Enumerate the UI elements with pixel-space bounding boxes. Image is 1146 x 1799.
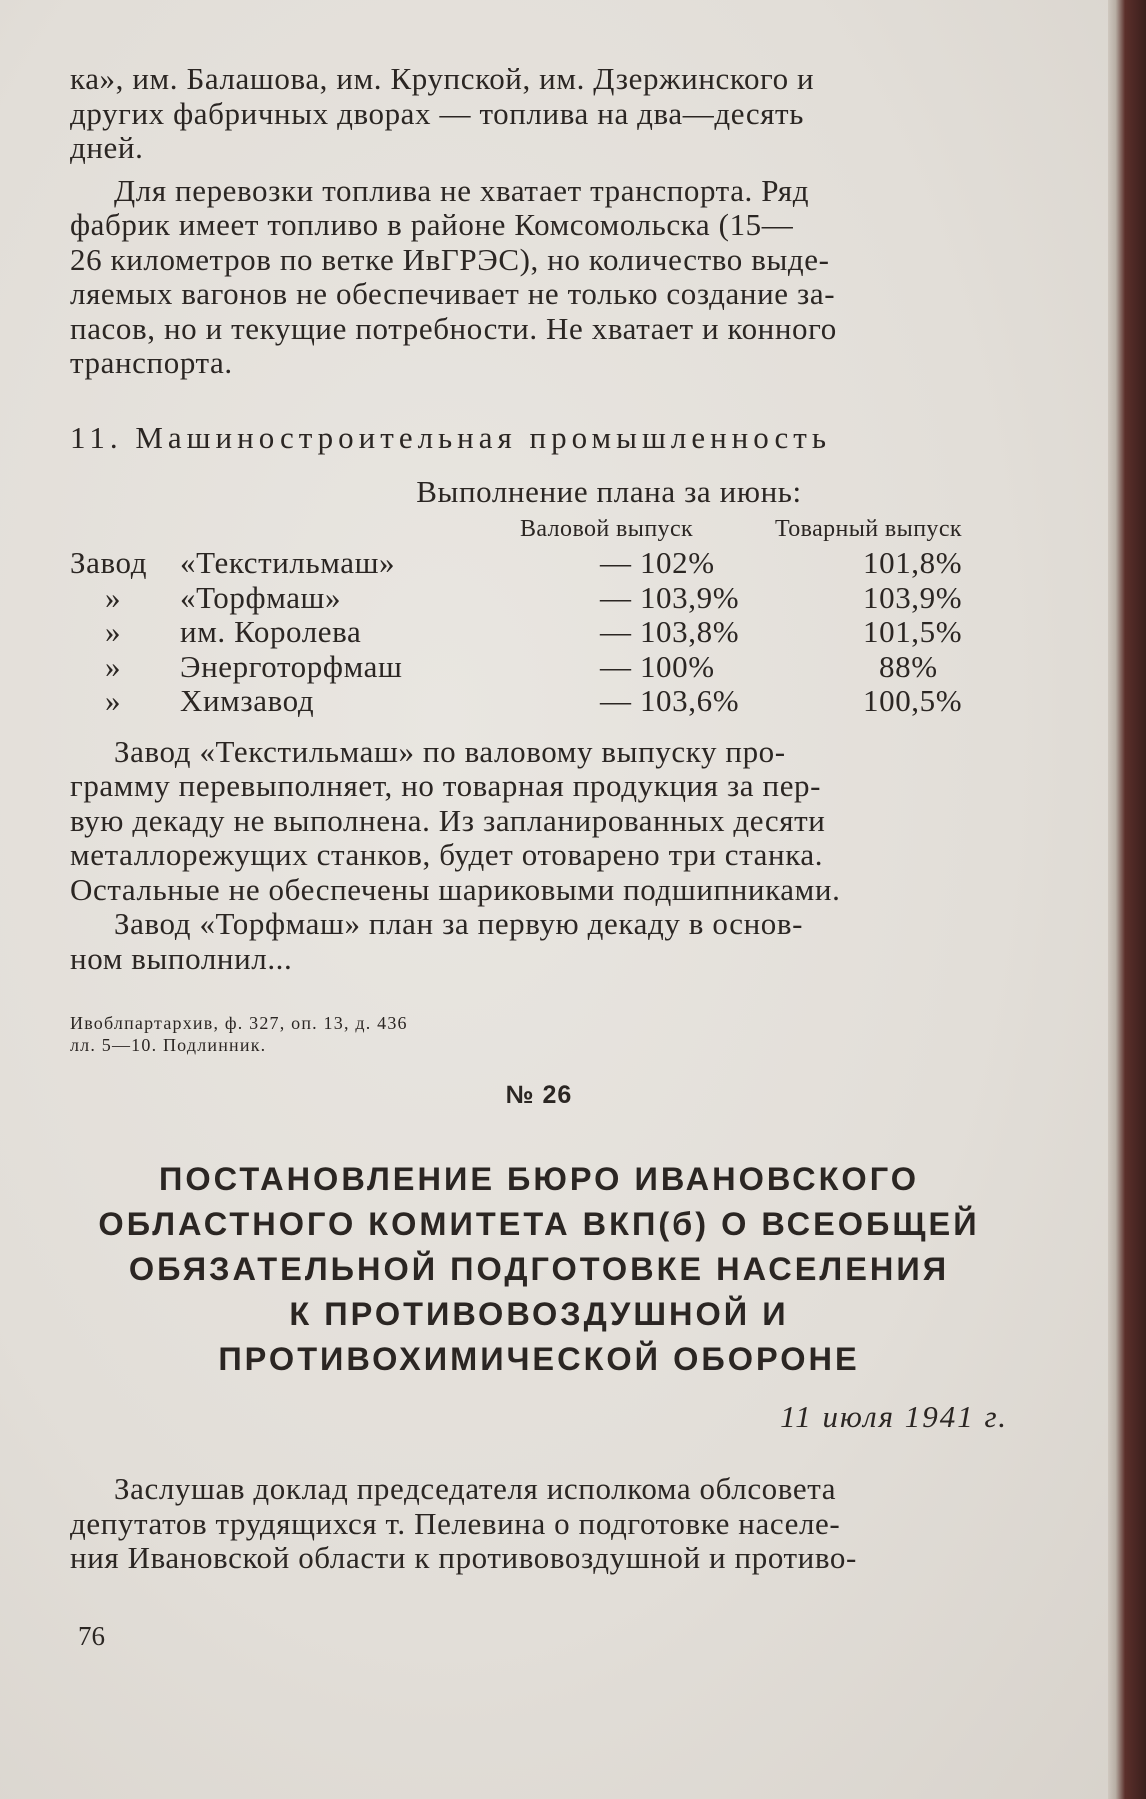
- text-line: Завод «Торфмаш» план за первую декаду в основ-: [114, 906, 804, 941]
- table-row: [70, 684, 1008, 719]
- text-line: Заслушав доклад председателя исполкома облсовета: [114, 1471, 837, 1506]
- intro-paragraph: [70, 62, 1008, 166]
- row-mark: »: [105, 683, 122, 718]
- text-line: Для перевозки топлива не хватает транспорта. Ряд: [114, 172, 810, 208]
- section-title: 11. Машиностроительная промышленность: [70, 419, 831, 455]
- archive-line: Ивоблпартархив, ф. 327, оп. 13, д. 436: [70, 1013, 408, 1033]
- row-mark: »: [105, 648, 122, 684]
- title-line: ОБЯЗАТЕЛЬНОЙ ПОДГОТОВКЕ НАСЕЛЕНИЯ: [128, 1250, 950, 1287]
- table-row: [70, 615, 1008, 650]
- gross-value: — 100%: [600, 648, 715, 684]
- text-line: ния Ивановской области к противовоздушной и противо-: [70, 1540, 857, 1575]
- col-header-commodity: Товарный выпуск: [775, 515, 962, 542]
- text-line: Завод «Текстильмаш» по валовому выпуску про-: [114, 733, 786, 769]
- text-line: Остальные не обеспечены шариковыми подшипниками.: [70, 871, 841, 907]
- text-line: дней.: [70, 130, 144, 165]
- page-number: 76: [78, 1621, 105, 1651]
- text-line: пасов, но и текущие потребности. Не хватает и конного: [70, 310, 837, 346]
- table-row: [70, 650, 1008, 685]
- commodity-value: 101,8%: [863, 545, 963, 580]
- commodity-value: 88%: [879, 648, 938, 684]
- text-line: ном выполнил...: [70, 940, 293, 976]
- col-header-gross: Валовой выпуск: [520, 515, 694, 542]
- archive-line: лл. 5—10. Подлинник.: [70, 1035, 267, 1055]
- gross-value: — 103,6%: [600, 683, 740, 718]
- row-mark: »: [105, 614, 122, 649]
- text-line: депутатов трудящихся т. Пелевина о подготовке населе-: [70, 1505, 841, 1541]
- text-line: других фабричных дворах — топлива на два—десять: [70, 95, 804, 131]
- commodity-value: 101,5%: [863, 614, 963, 649]
- text-line: ка», им. Балашова, им. Крупской, им. Дзержинского и: [70, 61, 815, 96]
- title-line: К ПРОТИВОВОЗДУШНОЙ И: [289, 1295, 789, 1332]
- page-content: [70, 62, 1008, 1576]
- row-mark: »: [105, 579, 122, 615]
- text-line: ляемых вагонов не обеспечивает не только создание за-: [70, 276, 836, 311]
- plan-table: [70, 512, 1008, 719]
- gross-value: — 103,9%: [600, 579, 740, 615]
- document-date: 11 июля 1941 г.: [780, 1398, 1008, 1434]
- text-line: транспорта.: [70, 345, 233, 380]
- archive-reference: [70, 1012, 1008, 1056]
- table-header-row: [70, 512, 1008, 547]
- document-number: № 26: [505, 1081, 573, 1109]
- table-row: [70, 546, 1008, 581]
- factory-name: им. Королева: [180, 614, 362, 649]
- torfmash-paragraph: [70, 907, 1008, 976]
- text-line: грамму перевыполняет, но товарная продукция за пер-: [70, 768, 822, 803]
- table-row: [70, 581, 1008, 616]
- book-spine-edge: [1108, 0, 1146, 1799]
- tekstilmash-paragraph: [70, 735, 1008, 908]
- text-line: вую декаду не выполнена. Из запланированных десяти: [70, 802, 826, 838]
- title-line: ПОСТАНОВЛЕНИЕ БЮРО ИВАНОВСКОГО: [159, 1160, 919, 1197]
- title-line: ОБЛАСТНОГО КОМИТЕТА ВКП(б) О ВСЕОБЩЕЙ: [98, 1205, 980, 1242]
- document-body: [70, 1472, 1008, 1576]
- transport-paragraph: [70, 174, 1008, 381]
- text-line: фабрик имеет топливо в районе Комсомольска (15—: [70, 207, 794, 242]
- gross-value: — 102%: [600, 545, 715, 580]
- table-title: Выполнение плана за июнь:: [416, 474, 802, 509]
- gross-value: — 103,8%: [600, 614, 740, 649]
- text-line: 26 километров по ветке ИвГРЭС), но количество выде-: [70, 241, 830, 277]
- commodity-value: 103,9%: [863, 579, 963, 615]
- factory-name: Химзавод: [180, 683, 315, 718]
- row-mark: Завод: [70, 545, 148, 580]
- text-line: металлорежущих станков, будет отоварено три станка.: [70, 837, 824, 872]
- commodity-value: 100,5%: [863, 683, 963, 718]
- factory-name: Энерготорфмаш: [180, 648, 403, 684]
- factory-name: «Текстильмаш»: [180, 545, 396, 580]
- title-line: ПРОТИВОХИМИЧЕСКОЙ ОБОРОНЕ: [218, 1340, 860, 1377]
- factory-name: «Торфмаш»: [180, 579, 342, 615]
- document-title: [70, 1157, 1008, 1382]
